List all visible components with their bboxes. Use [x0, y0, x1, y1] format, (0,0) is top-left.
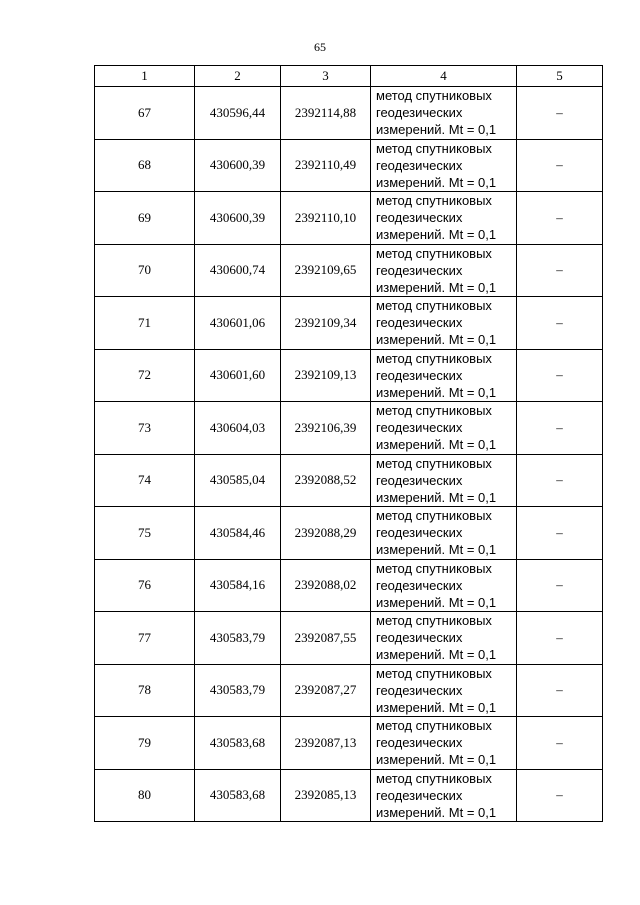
point-number-cell: 77: [95, 612, 195, 665]
page-number: 65: [314, 40, 326, 54]
method-line: геодезических: [376, 315, 463, 330]
x-coordinate-cell: 430585,04: [195, 454, 281, 507]
table-row: [95, 507, 603, 560]
note-cell: –: [517, 454, 603, 507]
method-line: измерений. Mt = 0,1: [376, 279, 497, 295]
method-line: геодезических: [376, 420, 463, 435]
method-line: измерений. Mt = 0,1: [376, 699, 497, 715]
method-cell: [371, 192, 517, 245]
method-line: метод спутниковых: [376, 298, 492, 313]
method-line: измерений. Mt = 0,1: [376, 542, 497, 557]
method-cell: [371, 402, 517, 455]
coordinates-table: [94, 65, 603, 822]
method-line: геодезических: [376, 157, 463, 173]
point-number-cell: 67: [95, 87, 195, 140]
point-number-cell: 76: [95, 559, 195, 612]
y-coordinate-cell: 2392106,39: [281, 402, 371, 455]
point-number-cell: 74: [95, 454, 195, 507]
method-line: геодезических: [376, 472, 463, 488]
method-line: метод спутниковых: [376, 193, 492, 208]
method-line: измерений. Mt = 0,1: [376, 384, 497, 400]
method-line: геодезических: [376, 735, 463, 750]
x-coordinate-cell: 430601,60: [195, 349, 281, 402]
method-cell: [371, 349, 517, 402]
y-coordinate-cell: 2392085,13: [281, 769, 371, 822]
method-line: измерений. Mt = 0,1: [376, 594, 497, 610]
note-cell: –: [517, 139, 603, 192]
column-header-1: 1: [95, 66, 195, 87]
method-line: метод спутниковых: [376, 245, 492, 261]
method-cell: [371, 612, 517, 665]
point-number-cell: 79: [95, 717, 195, 770]
table-row: [95, 297, 603, 350]
method-cell: [371, 87, 517, 140]
note-cell: –: [517, 769, 603, 822]
method-line: измерений. Mt = 0,1: [376, 227, 497, 242]
table-row: [95, 664, 603, 717]
note-cell: –: [517, 192, 603, 245]
method-cell: [371, 454, 517, 507]
point-number-cell: 73: [95, 402, 195, 455]
method-line: измерений. Mt = 0,1: [376, 647, 497, 662]
x-coordinate-cell: 430600,39: [195, 192, 281, 245]
y-coordinate-cell: 2392110,10: [281, 192, 371, 245]
method-line: измерений. Mt = 0,1: [376, 752, 497, 767]
y-coordinate-cell: 2392109,34: [281, 297, 371, 350]
x-coordinate-cell: 430583,79: [195, 664, 281, 717]
method-line: геодезических: [376, 577, 463, 593]
y-coordinate-cell: 2392088,29: [281, 507, 371, 560]
y-coordinate-cell: 2392114,88: [281, 87, 371, 140]
y-coordinate-cell: 2392109,13: [281, 349, 371, 402]
y-coordinate-cell: 2392087,55: [281, 612, 371, 665]
table-row: [95, 559, 603, 612]
method-line: измерений. Mt = 0,1: [376, 122, 497, 137]
table-row: [95, 244, 603, 297]
method-line: измерений. Mt = 0,1: [376, 174, 497, 190]
table-row: [95, 402, 603, 455]
note-cell: –: [517, 612, 603, 665]
table-row: [95, 769, 603, 822]
table-row: [95, 87, 603, 140]
method-line: измерений. Mt = 0,1: [376, 437, 497, 452]
x-coordinate-cell: 430584,16: [195, 559, 281, 612]
method-line: измерений. Mt = 0,1: [376, 804, 497, 820]
x-coordinate-cell: 430600,39: [195, 139, 281, 192]
method-line: метод спутниковых: [376, 613, 492, 628]
x-coordinate-cell: 430600,74: [195, 244, 281, 297]
note-cell: –: [517, 297, 603, 350]
x-coordinate-cell: 430601,06: [195, 297, 281, 350]
point-number-cell: 78: [95, 664, 195, 717]
point-number-cell: 68: [95, 139, 195, 192]
note-cell: –: [517, 244, 603, 297]
method-line: измерений. Mt = 0,1: [376, 332, 497, 347]
note-cell: –: [517, 507, 603, 560]
y-coordinate-cell: 2392109,65: [281, 244, 371, 297]
method-cell: [371, 139, 517, 192]
column-header-2: 2: [195, 66, 281, 87]
note-cell: –: [517, 402, 603, 455]
y-coordinate-cell: 2392088,52: [281, 454, 371, 507]
x-coordinate-cell: 430583,68: [195, 769, 281, 822]
x-coordinate-cell: 430604,03: [195, 402, 281, 455]
method-cell: [371, 507, 517, 560]
point-number-cell: 80: [95, 769, 195, 822]
table-body: [95, 87, 603, 822]
method-cell: [371, 717, 517, 770]
note-cell: –: [517, 87, 603, 140]
note-cell: –: [517, 664, 603, 717]
point-number-cell: 75: [95, 507, 195, 560]
method-cell: [371, 769, 517, 822]
column-header-3: 3: [281, 66, 371, 87]
method-line: геодезических: [376, 105, 463, 120]
method-cell: [371, 559, 517, 612]
table-row: [95, 192, 603, 245]
method-line: геодезических: [376, 787, 463, 803]
y-coordinate-cell: 2392087,13: [281, 717, 371, 770]
y-coordinate-cell: 2392088,02: [281, 559, 371, 612]
note-cell: –: [517, 559, 603, 612]
method-cell: [371, 297, 517, 350]
method-line: метод спутниковых: [376, 140, 492, 156]
y-coordinate-cell: 2392110,49: [281, 139, 371, 192]
note-cell: –: [517, 717, 603, 770]
method-line: геодезических: [376, 630, 463, 645]
method-cell: [371, 664, 517, 717]
y-coordinate-cell: 2392087,27: [281, 664, 371, 717]
table-header-row: [95, 66, 603, 87]
x-coordinate-cell: 430584,46: [195, 507, 281, 560]
method-cell: [371, 244, 517, 297]
method-line: метод спутниковых: [376, 350, 492, 366]
point-number-cell: 72: [95, 349, 195, 402]
method-line: метод спутниковых: [376, 403, 492, 418]
method-line: геодезических: [376, 210, 463, 225]
table-row: [95, 717, 603, 770]
column-header-5: 5: [517, 66, 603, 87]
method-line: геодезических: [376, 682, 463, 698]
point-number-cell: 71: [95, 297, 195, 350]
x-coordinate-cell: 430596,44: [195, 87, 281, 140]
method-line: измерений. Mt = 0,1: [376, 489, 497, 505]
table-row: [95, 139, 603, 192]
method-line: метод спутниковых: [376, 770, 492, 786]
table-row: [95, 349, 603, 402]
method-line: геодезических: [376, 367, 463, 383]
x-coordinate-cell: 430583,79: [195, 612, 281, 665]
method-line: геодезических: [376, 262, 463, 278]
method-line: метод спутниковых: [376, 455, 492, 471]
x-coordinate-cell: 430583,68: [195, 717, 281, 770]
method-line: метод спутниковых: [376, 718, 492, 733]
method-line: метод спутниковых: [376, 508, 492, 523]
table-row: [95, 612, 603, 665]
method-line: метод спутниковых: [376, 88, 492, 103]
note-cell: –: [517, 349, 603, 402]
method-line: метод спутниковых: [376, 560, 492, 576]
point-number-cell: 69: [95, 192, 195, 245]
method-line: метод спутниковых: [376, 665, 492, 681]
table-row: [95, 454, 603, 507]
method-line: геодезических: [376, 525, 463, 540]
column-header-4: 4: [371, 66, 517, 87]
point-number-cell: 70: [95, 244, 195, 297]
